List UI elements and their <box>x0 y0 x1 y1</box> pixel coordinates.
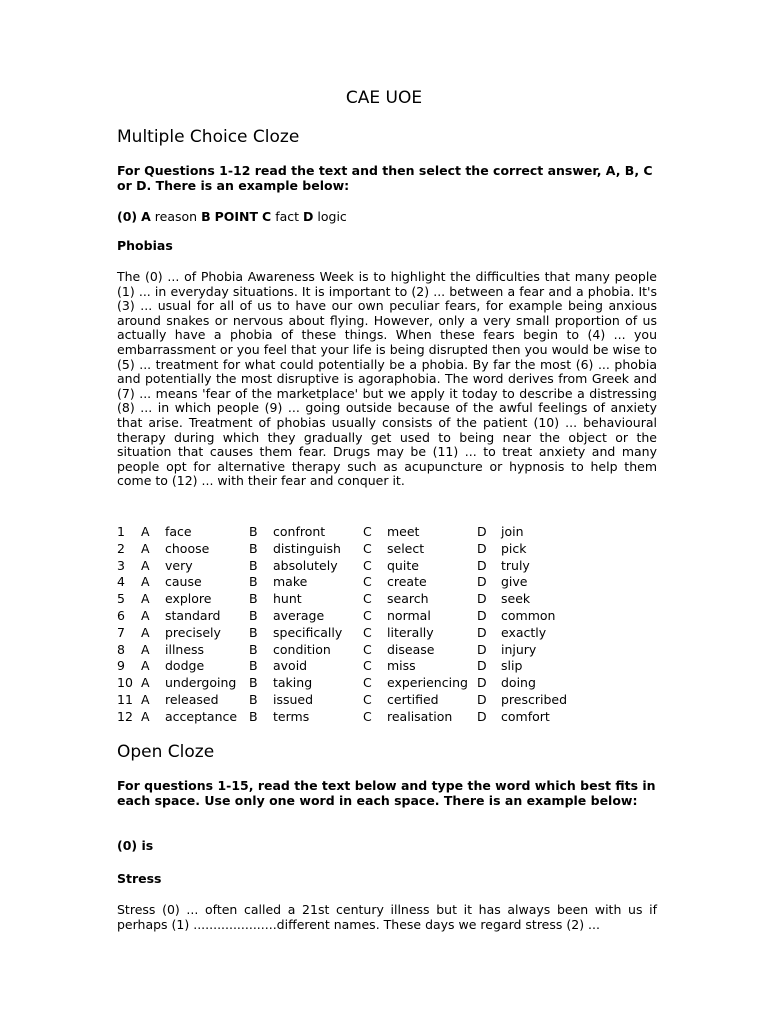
example-open-cloze: (0) is <box>117 838 154 853</box>
option-letter-b: B <box>249 574 258 590</box>
option-word-c: experiencing <box>387 675 468 691</box>
option-letter-a: A <box>141 691 150 707</box>
option-number: 6 <box>117 607 125 623</box>
option-word-b: average <box>273 607 325 623</box>
option-letter-a: A <box>141 557 150 573</box>
option-word-d: exactly <box>501 624 547 640</box>
option-letter-a: A <box>141 607 150 623</box>
option-letter-d: D <box>477 708 487 724</box>
option-letter-c: C <box>363 624 372 640</box>
option-letter-c: C <box>363 641 372 657</box>
option-letter-c: C <box>363 658 372 674</box>
option-letter-c: C <box>363 540 372 556</box>
option-letter-a: A <box>141 675 150 691</box>
option-word-b: avoid <box>273 658 308 674</box>
option-letter-d: D <box>477 591 487 607</box>
option-word-b: taking <box>273 675 313 691</box>
option-word-d: slip <box>501 658 523 674</box>
option-letter-c: C <box>363 708 372 724</box>
option-word-c: create <box>387 574 427 590</box>
text-title-stress: Stress <box>117 871 162 886</box>
option-word-b: hunt <box>273 591 302 607</box>
option-row <box>117 625 585 642</box>
option-word-b: condition <box>273 641 331 657</box>
option-row <box>117 692 585 709</box>
option-word-c: quite <box>387 557 419 573</box>
instructions-open-cloze: For questions 1-15, read the text below and type the word which best fits in each space. Use only one word in each space. There is an example below: <box>117 778 656 808</box>
option-word-d: injury <box>501 641 537 657</box>
example-letter-d: D <box>303 209 314 224</box>
option-word-c: select <box>387 540 425 556</box>
example-letter-c: C <box>262 209 272 224</box>
option-number: 4 <box>117 574 125 590</box>
option-number: 3 <box>117 557 125 573</box>
option-letter-c: C <box>363 524 372 539</box>
option-letter-b: B <box>249 691 258 707</box>
option-letter-d: D <box>477 607 487 623</box>
option-word-c: realisation <box>387 708 453 724</box>
option-letter-a: A <box>141 708 150 724</box>
option-letter-d: D <box>477 574 487 590</box>
option-word-a: face <box>165 524 192 539</box>
option-word-a: acceptance <box>165 708 238 724</box>
option-word-a: explore <box>165 591 212 607</box>
option-row <box>117 541 585 558</box>
option-number: 7 <box>117 624 125 640</box>
option-number: 5 <box>117 591 125 607</box>
option-letter-c: C <box>363 675 372 691</box>
option-number: 11 <box>117 691 133 707</box>
option-word-a: choose <box>165 540 210 556</box>
option-letter-d: D <box>477 641 487 657</box>
option-word-b: confront <box>273 524 326 539</box>
option-word-b: make <box>273 574 308 590</box>
option-word-c: search <box>387 591 429 607</box>
option-word-c: meet <box>387 524 420 539</box>
option-word-a: precisely <box>165 624 221 640</box>
options-table-body <box>117 524 585 726</box>
option-letter-b: B <box>249 557 258 573</box>
option-row <box>117 608 585 625</box>
option-letter-d: D <box>477 524 487 539</box>
option-letter-b: B <box>249 607 258 623</box>
document-title: CAE UOE <box>345 88 423 108</box>
example-letter-a: A <box>141 209 151 224</box>
option-number: 2 <box>117 540 125 556</box>
option-word-d: pick <box>501 540 527 556</box>
option-letter-b: B <box>249 675 258 691</box>
option-row <box>117 658 585 675</box>
option-letter-c: C <box>363 574 372 590</box>
option-row <box>117 558 585 575</box>
option-word-d: give <box>501 574 528 590</box>
option-letter-c: C <box>363 591 372 607</box>
option-word-a: cause <box>165 574 202 590</box>
option-letter-a: A <box>141 658 150 674</box>
option-letter-a: A <box>141 574 150 590</box>
option-word-b: terms <box>273 708 310 724</box>
instructions-multiple-choice: For Questions 1-12 read the text and then select the correct answer, A, B, C or D. There is an example below: <box>117 163 653 193</box>
option-word-b: distinguish <box>273 540 341 556</box>
option-number: 8 <box>117 641 125 657</box>
option-word-a: very <box>165 557 193 573</box>
option-letter-c: C <box>363 607 372 623</box>
example-letter-b: B <box>201 209 211 224</box>
example-word-c: fact <box>275 209 300 224</box>
option-word-b: absolutely <box>273 557 338 573</box>
passage-phobias: The (0) ... of Phobia Awareness Week is to highlight the difficulties that many people (1) ... in everyday situations. It is important to (2) ... between a fear and a phobia. It's (3) ... usual for all of us to have our own peculiar fears, for example being anxious around snakes or nervous about flying. However, only a very small proportion of us actually have a phobia of these things. When these fears begin to (4) ... you embarrassment or you feel that your life is being disrupted then you would be wise to (5) ... treatment for what could potentially be a phobia. By far the most (6) ... phobia and potentially the most disruptive is agoraphobia. The word derives from Greek and (7) ... means 'fear of the marketplace' but we apply it today to describe a distressing (8) ... in which people (9) ... going outside because of the awful feelings of anxiety that arise. Treatment of phobias usually consists of the patient (10) ... behavioural therapy during which they gradually get used to being near the object or the situation that causes them fear. Drugs may be (11) ... to treat anxiety and many people opt for alternative therapy such as acupuncture or hypnosis to help them come to (12) ... with their fear and conquer it. <box>117 269 657 489</box>
option-word-d: truly <box>501 557 530 573</box>
option-row <box>117 591 585 608</box>
option-letter-b: B <box>249 540 258 556</box>
option-letter-a: A <box>141 641 150 657</box>
option-number: 1 <box>117 524 125 539</box>
option-word-d: join <box>501 524 524 539</box>
option-row <box>117 574 585 591</box>
option-word-b: issued <box>273 691 314 707</box>
option-word-d: prescribed <box>501 691 568 707</box>
option-word-c: miss <box>387 658 416 674</box>
example-word-a: reason <box>154 209 198 224</box>
option-letter-b: B <box>249 708 258 724</box>
option-word-d: seek <box>501 591 531 607</box>
option-letter-b: B <box>249 591 258 607</box>
option-word-d: comfort <box>501 708 550 724</box>
option-word-a: illness <box>165 641 205 657</box>
option-word-c: certified <box>387 691 439 707</box>
option-number: 10 <box>117 675 133 691</box>
option-row <box>117 709 585 726</box>
example-number: (0) <box>117 209 138 224</box>
option-letter-d: D <box>477 624 487 640</box>
passage-stress: Stress (0) ... often called a 21st century illness but it has always been with us if perhaps (1) .....................different names. These days we regard stress (2) ... <box>117 902 657 932</box>
option-letter-c: C <box>363 691 372 707</box>
option-letter-b: B <box>249 624 258 640</box>
option-letter-b: B <box>249 641 258 657</box>
option-letter-b: B <box>249 658 258 674</box>
option-word-d: common <box>501 607 556 623</box>
options-table <box>117 524 585 726</box>
example-word-b: POINT <box>214 209 259 224</box>
option-letter-d: D <box>477 540 487 556</box>
option-word-a: released <box>165 691 219 707</box>
option-word-d: doing <box>501 675 536 691</box>
option-number: 12 <box>117 708 133 724</box>
option-word-c: literally <box>387 624 434 640</box>
option-letter-a: A <box>141 524 150 539</box>
option-row <box>117 675 585 692</box>
text-title-phobias: Phobias <box>117 238 173 253</box>
option-letter-d: D <box>477 691 487 707</box>
option-letter-c: C <box>363 557 372 573</box>
option-letter-d: D <box>477 675 487 691</box>
option-number: 9 <box>117 658 125 674</box>
option-word-c: normal <box>387 607 431 623</box>
option-letter-b: B <box>249 524 258 539</box>
option-word-b: specifically <box>273 624 343 640</box>
option-letter-a: A <box>141 540 150 556</box>
option-word-a: standard <box>165 607 221 623</box>
option-word-a: undergoing <box>165 675 237 691</box>
option-letter-a: A <box>141 591 150 607</box>
example-word-d: logic <box>317 209 347 224</box>
option-word-a: dodge <box>165 658 205 674</box>
section-heading-multiple-choice: Multiple Choice Cloze <box>117 127 300 147</box>
option-letter-a: A <box>141 624 150 640</box>
option-letter-d: D <box>477 557 487 573</box>
option-row <box>117 524 585 541</box>
option-letter-d: D <box>477 658 487 674</box>
section-heading-open-cloze: Open Cloze <box>117 742 215 762</box>
option-word-c: disease <box>387 641 435 657</box>
example-line-multiple-choice <box>117 209 347 224</box>
option-row <box>117 642 585 659</box>
